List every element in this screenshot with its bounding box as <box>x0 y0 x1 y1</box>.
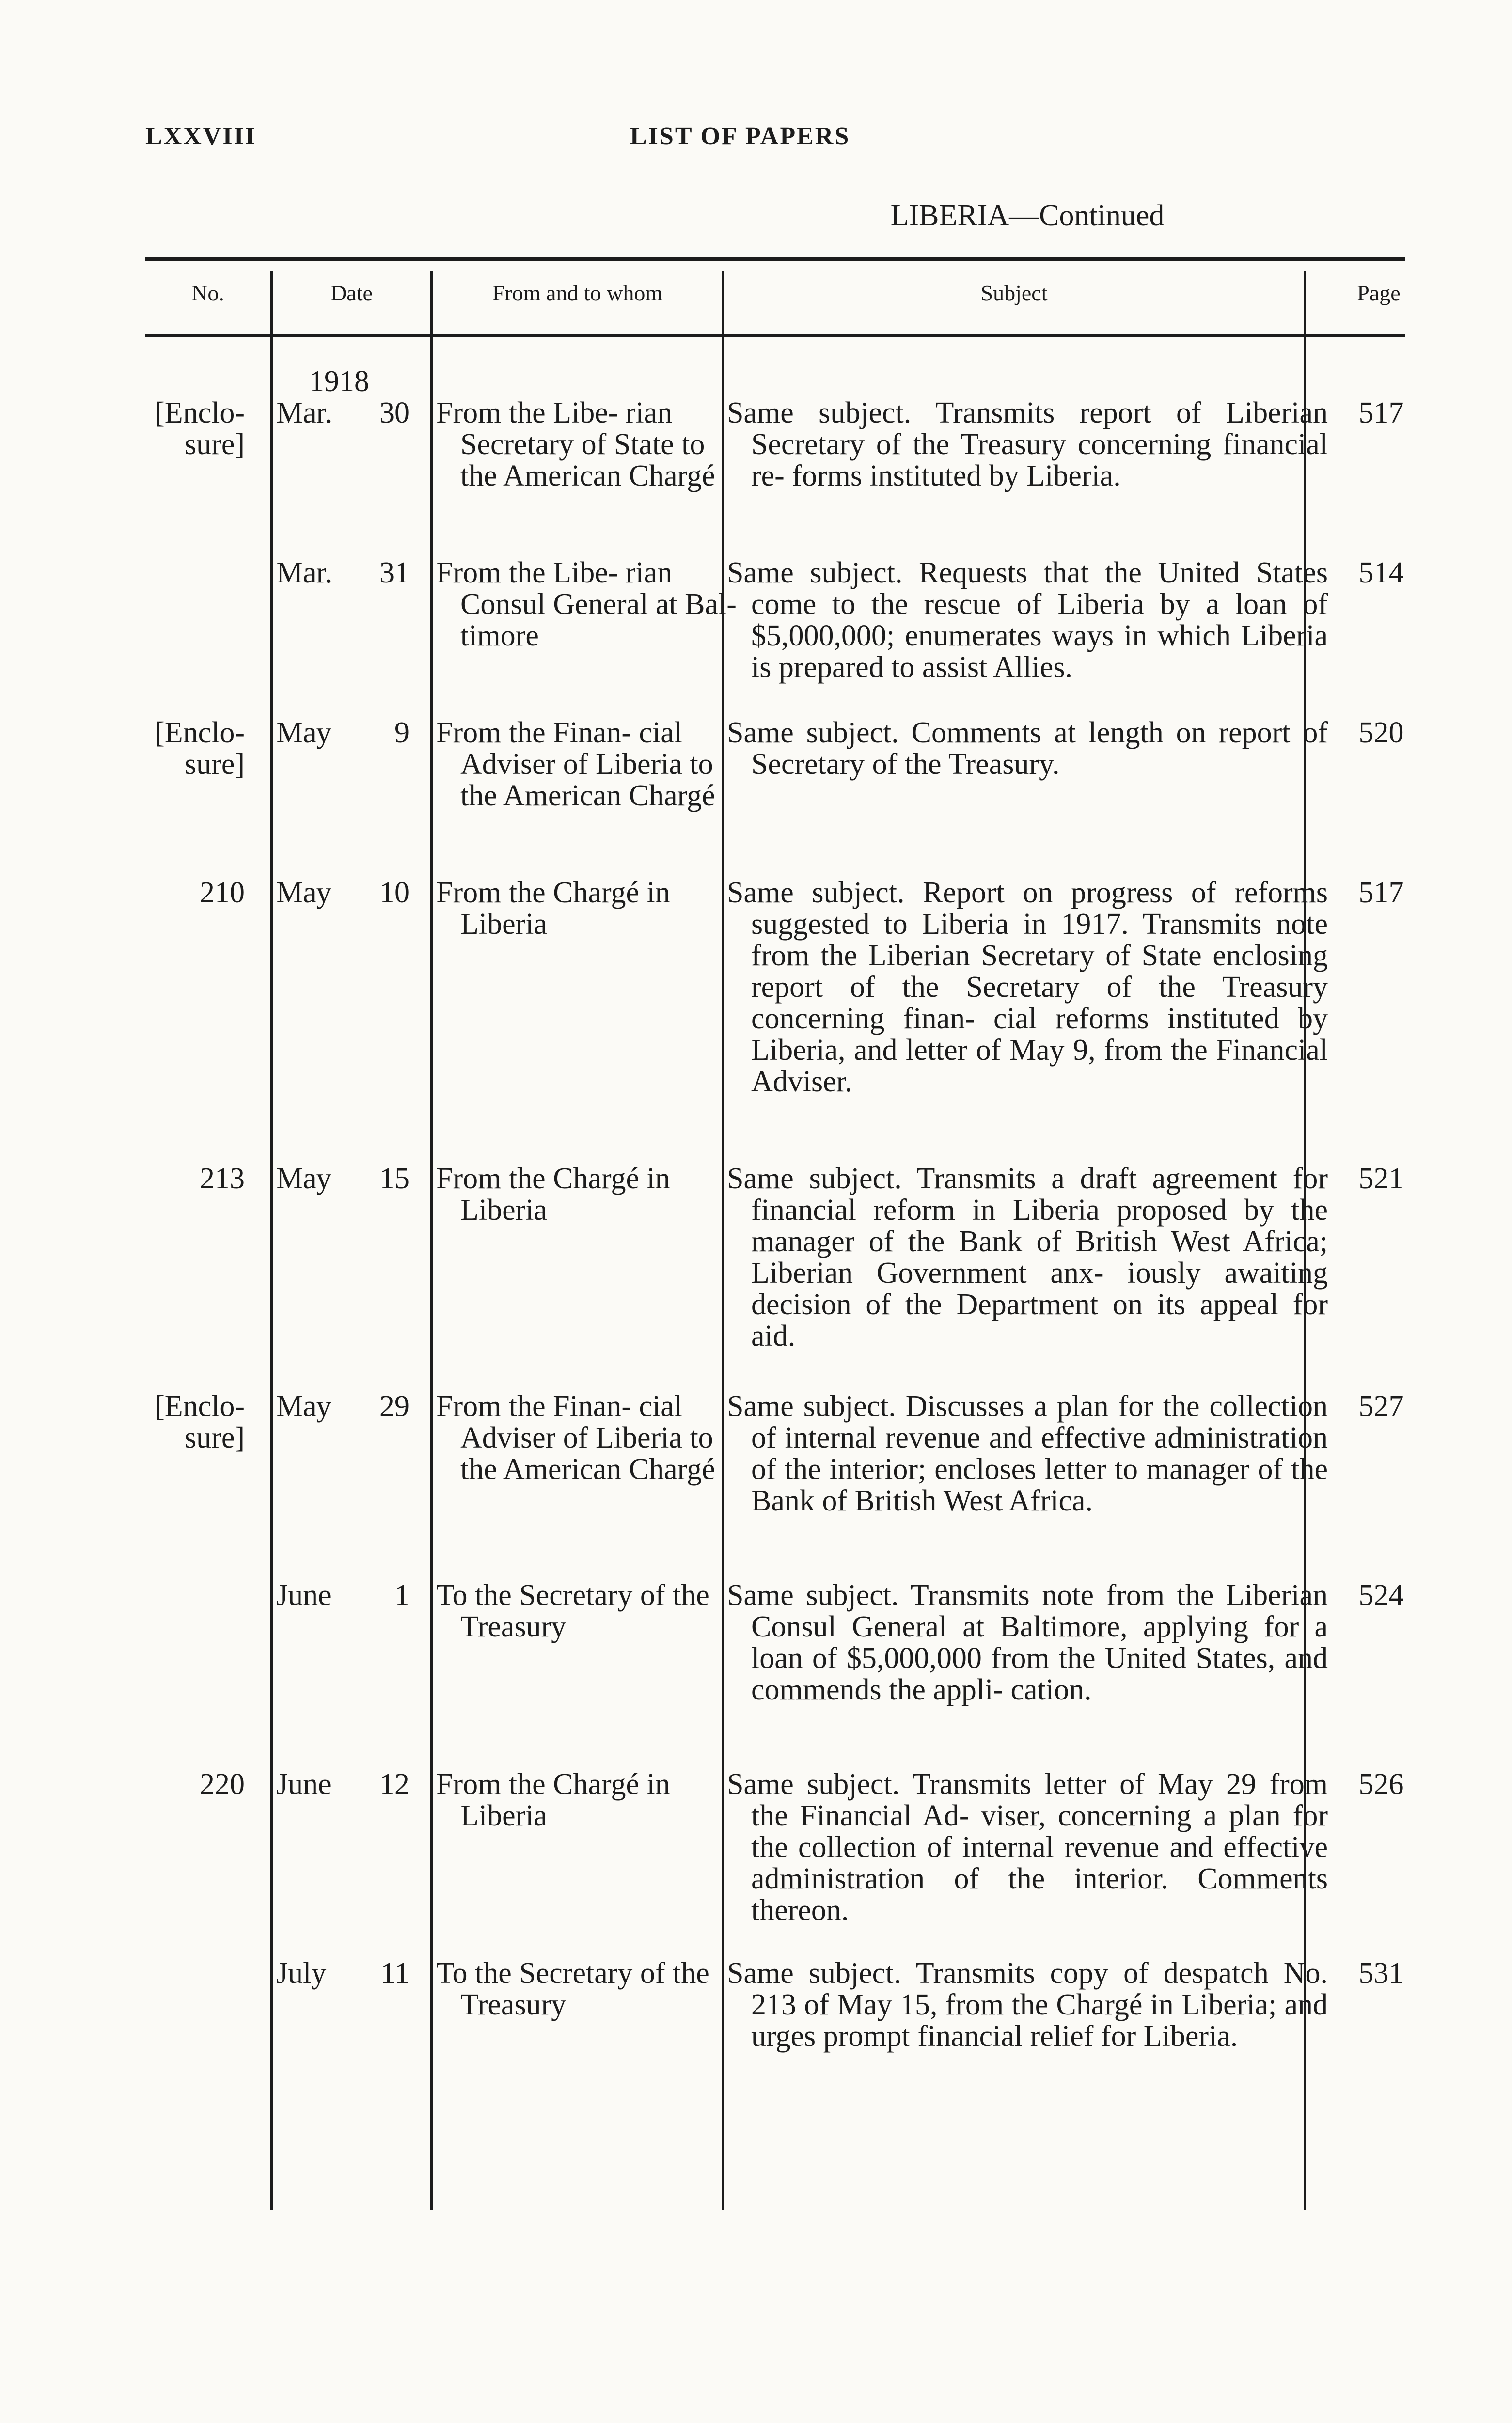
row-date-day: 29 <box>379 1390 410 1423</box>
row-date-month: May <box>276 1162 331 1195</box>
row-date <box>276 717 410 749</box>
row-date-month: June <box>276 1768 331 1801</box>
row-number-line: [Enclo- <box>155 396 245 429</box>
row-subject: Same subject. Transmits report of Liberian Secretary of the Treasury concerning financial re- forms instituted by Liberia. <box>727 396 1328 492</box>
row-subject: Same subject. Report on progress of reforms suggested to Liberia in 1917. Transmits note from the Liberian Secretary of State enclosing report of the Secretary of the Treasury concerning finan- cial reforms instituted by Liberia, and letter of May 9, from the Financial Adviser. <box>727 876 1328 1098</box>
row-page: 527 <box>1358 1390 1404 1423</box>
row-page: 531 <box>1358 1957 1404 1990</box>
row-date <box>276 557 410 589</box>
row-from-to: From the Libe- rian Secretary of State to the American Chargé <box>436 396 715 492</box>
row-from-to: From the Finan- cial Adviser of Liberia to the American Chargé <box>436 1390 715 1486</box>
row-page: 521 <box>1358 1162 1404 1195</box>
row-number-line: sure] <box>185 748 245 781</box>
row-date-day: 11 <box>380 1957 410 1990</box>
row-date-day: 31 <box>379 556 410 589</box>
row-number-line: [Enclo- <box>155 716 245 749</box>
column-header-from: From and to whom <box>492 281 663 305</box>
column-divider <box>270 271 273 2210</box>
table-top-rule <box>145 257 1405 261</box>
row-subject: Same subject. Comments at length on report of Secretary of the Treasury. <box>727 716 1328 781</box>
row-subject: Same subject. Discusses a plan for the collection of internal revenue and effective administration of the interior; encloses letter to manager of the Bank of British West Africa. <box>727 1390 1328 1517</box>
row-from-to: From the Chargé in Liberia <box>436 1162 670 1227</box>
row-page: 524 <box>1358 1579 1404 1612</box>
year-label: 1918 <box>309 365 369 398</box>
row-date-month: May <box>276 1390 331 1423</box>
row-date-month: June <box>276 1579 331 1612</box>
section-title: LIBERIA—Continued <box>890 199 1165 232</box>
row-number <box>141 717 245 780</box>
row-number <box>141 1391 245 1454</box>
row-date <box>276 877 410 909</box>
row-date <box>276 397 410 429</box>
page-folio: LXXVIII <box>145 123 257 150</box>
column-header-subject: Subject <box>980 281 1048 305</box>
column-divider <box>430 271 433 2210</box>
row-from-to: From the Finan- cial Adviser of Liberia to the American Chargé <box>436 716 715 812</box>
row-from-to: From the Chargé in Liberia <box>436 876 670 941</box>
row-number <box>141 1769 245 1800</box>
row-number-line: sure] <box>185 428 245 461</box>
row-from-to: To the Secretary of the Treasury <box>436 1957 709 2021</box>
row-subject: Same subject. Transmits a draft agreement for financial reform in Liberia proposed by the manager of the Bank of British West Africa; Liberian Government anx- iously awaiting decision of the Department on its appeal for aid. <box>727 1162 1328 1353</box>
row-number <box>141 1163 245 1195</box>
row-date <box>276 1580 410 1611</box>
row-date-day: 1 <box>394 1579 410 1612</box>
row-date-day: 15 <box>379 1162 410 1195</box>
row-date <box>276 1391 410 1422</box>
row-number-line: sure] <box>185 1421 245 1454</box>
row-date <box>276 1163 410 1195</box>
row-from-to: From the Libe- rian Consul General at Bal- timore <box>436 556 737 652</box>
row-subject: Same subject. Transmits note from the Liberian Consul General at Baltimore, applying for a loan of $5,000,000 from the United States, and commends the appli- cation. <box>727 1579 1328 1706</box>
row-date-day: 12 <box>379 1768 410 1801</box>
row-date-day: 9 <box>394 716 410 749</box>
row-date-day: 10 <box>379 876 410 909</box>
row-from-to: From the Chargé in Liberia <box>436 1768 670 1832</box>
row-page: 520 <box>1358 716 1404 749</box>
row-subject: Same subject. Transmits copy of despatch No. 213 of May 15, from the Chargé in Liberia; and urges prompt financial relief for Liberia. <box>727 1957 1328 2053</box>
row-subject: Same subject. Transmits letter of May 29 from the Financial Ad- viser, concerning a plan for the collection of internal revenue and effective administration of the interior. Comments thereon. <box>727 1768 1328 1927</box>
row-number <box>141 877 245 909</box>
row-number-line: 210 <box>200 876 245 909</box>
column-header-no: No. <box>191 281 224 305</box>
row-date-month: May <box>276 876 331 909</box>
row-date <box>276 1958 410 1989</box>
row-number-line: [Enclo- <box>155 1390 245 1423</box>
row-number-line: 213 <box>200 1162 245 1195</box>
row-date-month: Mar. <box>276 556 332 589</box>
row-from-to: To the Secretary of the Treasury <box>436 1579 709 1643</box>
row-date-month: May <box>276 716 331 749</box>
row-date-day: 30 <box>379 396 410 429</box>
row-date-month: July <box>276 1957 327 1990</box>
row-page: 517 <box>1358 876 1404 909</box>
running-title: LIST OF PAPERS <box>630 123 850 150</box>
row-page: 526 <box>1358 1768 1404 1801</box>
row-number-line: 220 <box>200 1768 245 1801</box>
table-header-rule <box>145 334 1405 337</box>
column-header-page: Page <box>1357 281 1401 305</box>
row-number <box>141 397 245 460</box>
row-page: 514 <box>1358 556 1404 589</box>
row-subject: Same subject. Requests that the United States come to the rescue of Liberia by a loan of $5,000,000; enumerates ways in which Liberia is prepared to assist Allies. <box>727 556 1328 684</box>
row-date <box>276 1769 410 1800</box>
row-date-month: Mar. <box>276 396 332 429</box>
row-page: 517 <box>1358 396 1404 429</box>
column-header-date: Date <box>331 281 373 305</box>
